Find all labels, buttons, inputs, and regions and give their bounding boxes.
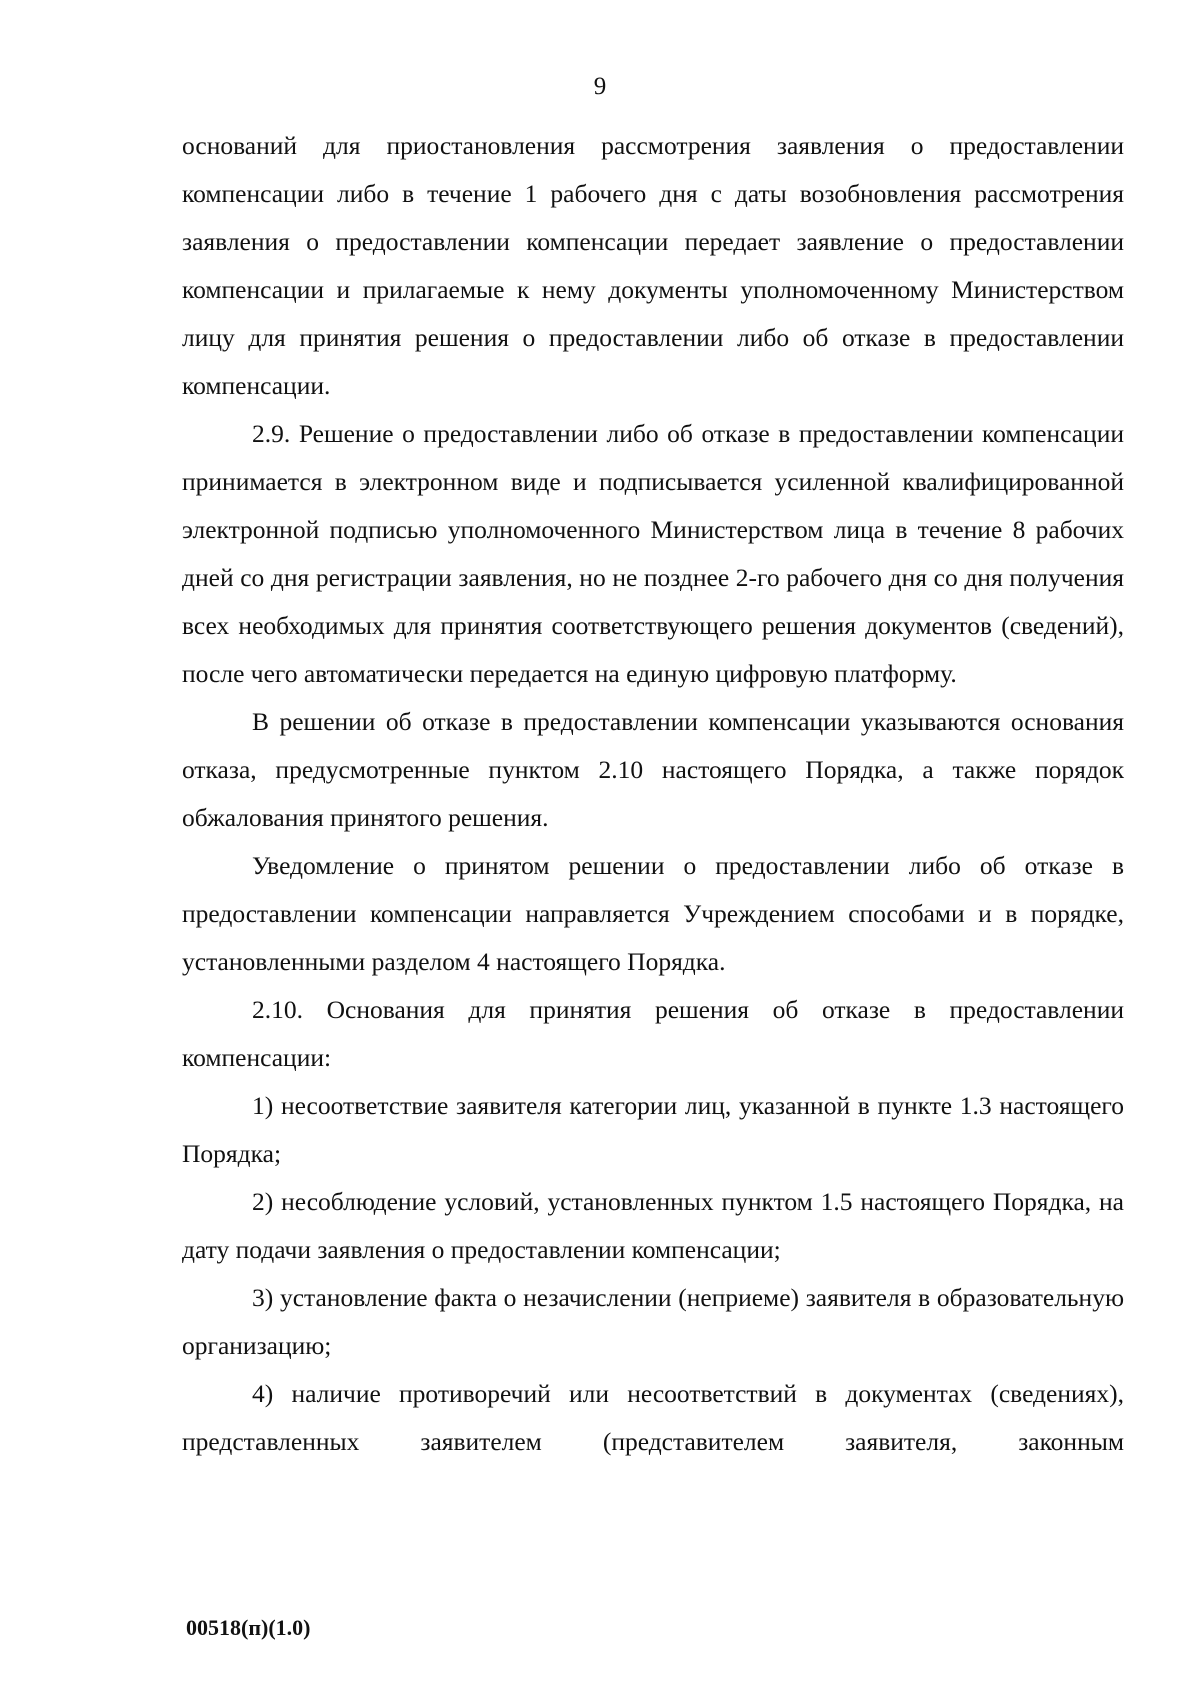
list-item-1: 1) несоответствие заявителя категории лиц, указанной в пункте 1.3 настоящего Порядка; [182,1091,1124,1168]
list-item-3: 3) установление факта о незачислении (неприеме) заявителя в образовательную организацию; [182,1283,1124,1360]
paragraph-2-9: 2.9. Решение о предоставлении либо об отказе в предоставлении компенсации принимается в электронном виде и подписывается усиленной квалифицированной электронной подписью уполномоченного Министерством лица в течение 8 рабочих дней со дня регистрации заявления, но не позднее 2-го рабочего дня со дня получения всех необходимых для принятия соответствующего решения документов (сведений), после чего автоматически передается на единую цифровую платформу. [182,419,1124,688]
paragraph-continuation: оснований для приостановления рассмотрения заявления о предоставлении компенсации либо в течение 1 рабочего дня с даты возобновления рассмотрения заявления о предоставлении компенсации передает заявление о предоставлении компенсации и прилагаемые к нему документы уполномоченному Министерством лицу для принятия решения о предоставлении либо об отказе в предоставлении компенсации. [182,131,1124,400]
list-item-2: 2) несоблюдение условий, установленных пунктом 1.5 настоящего Порядка, на дату подачи заявления о предоставлении компенсации; [182,1187,1124,1264]
document-code: 00518(п)(1.0) [186,1615,311,1640]
paragraph-2-10: 2.10. Основания для принятия решения об отказе в предоставлении компенсации: [182,995,1124,1072]
page-number: 9 [593,73,607,100]
document-body [182,122,1124,1466]
list-item-4: 4) наличие противоречий или несоответствий в документах (сведениях), представленных заявителем (представителем заявителя, законным [182,1379,1124,1456]
paragraph-notification: Уведомление о принятом решении о предоставлении либо об отказе в предоставлении компенсации направляется Учреждением способами и в порядке, установленными разделом 4 настоящего Порядка. [182,851,1124,976]
paragraph-refusal-decision: В решении об отказе в предоставлении компенсации указываются основания отказа, предусмотренные пунктом 2.10 настоящего Порядка, а также порядок обжалования принятого решения. [182,707,1124,832]
